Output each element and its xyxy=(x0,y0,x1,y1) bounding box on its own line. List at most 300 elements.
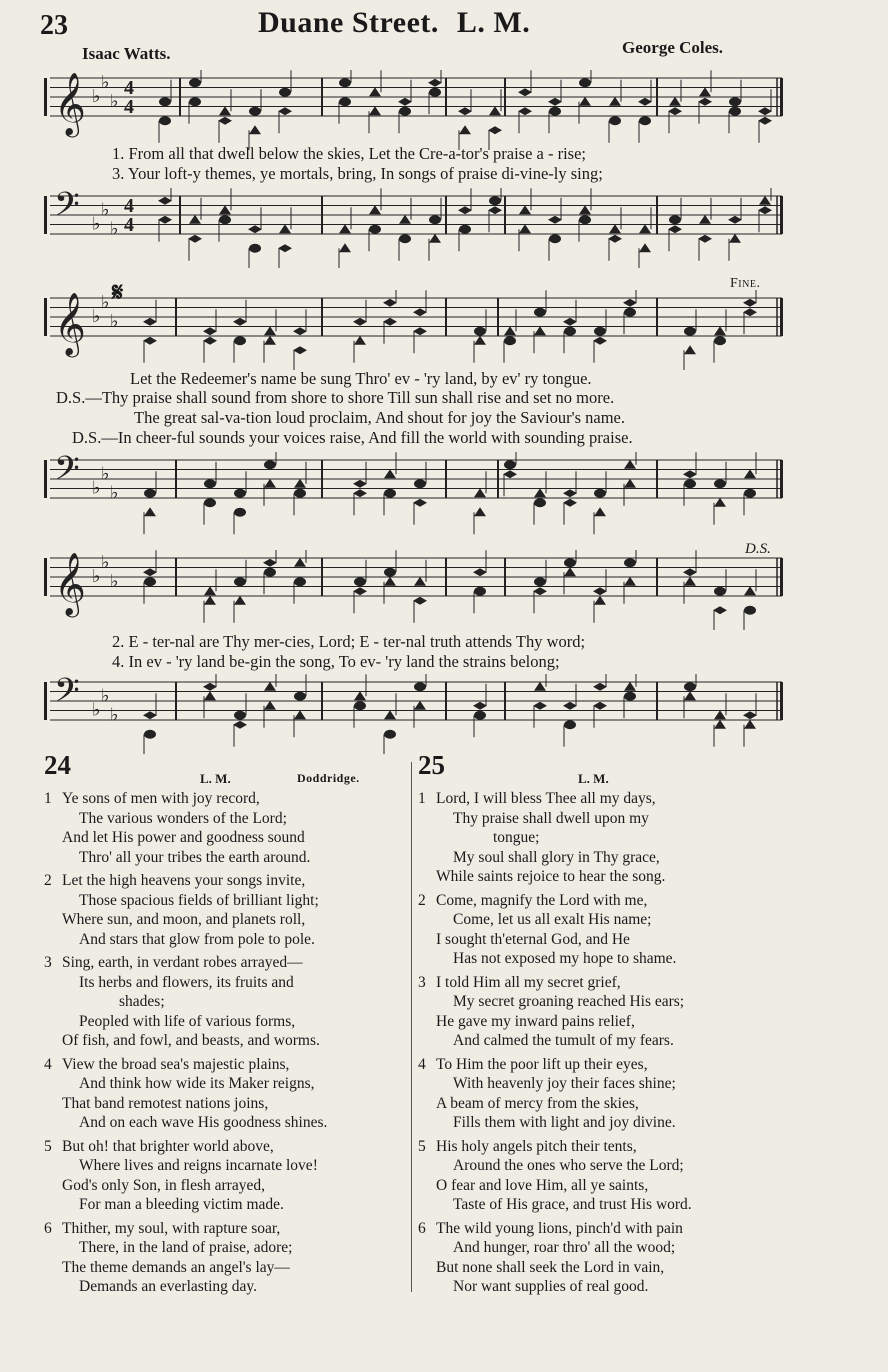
system2-bass-staff xyxy=(0,452,888,542)
note-head xyxy=(758,206,772,214)
note-head xyxy=(518,107,532,115)
stanza-line xyxy=(44,1238,406,1258)
lyric-line: 1. From all that dwell below the skies, Let the Cre-a-tor's praise a - rise; xyxy=(112,144,587,163)
stanza xyxy=(418,1055,790,1133)
note-head xyxy=(354,577,366,586)
note-head xyxy=(458,107,472,115)
note-head xyxy=(398,98,412,106)
note-head xyxy=(414,577,426,586)
note-head xyxy=(744,489,756,498)
note-head xyxy=(534,326,546,335)
note-head xyxy=(729,107,741,116)
hymn-title xyxy=(258,6,530,40)
line-text: Let the high heavens your songs invite, xyxy=(62,872,306,889)
verse-number: 1 xyxy=(44,790,52,807)
note-head xyxy=(294,692,306,701)
line-text: His holy angels pitch their tents, xyxy=(436,1137,637,1155)
note-head xyxy=(519,224,531,233)
stanza-line xyxy=(418,1113,790,1133)
stanza-line xyxy=(44,1195,406,1215)
note-head xyxy=(144,730,156,739)
note-head xyxy=(698,98,712,106)
line-text: And let His power and goodness sound xyxy=(62,829,305,846)
note-head xyxy=(204,596,216,605)
hymn-number: 25 xyxy=(418,750,445,780)
note-head xyxy=(548,216,562,224)
note-head xyxy=(294,479,306,488)
stanza-line xyxy=(44,1012,406,1032)
stanza-line xyxy=(44,1156,406,1176)
note-head xyxy=(143,337,157,345)
verse-number: 3 xyxy=(418,973,426,991)
flat-icon: ♭ xyxy=(110,704,119,726)
note-head xyxy=(249,107,261,116)
note-head xyxy=(264,479,276,488)
note-head xyxy=(488,206,502,214)
lyric-line: Let the Redeemer's name be sung Thro' ev - 'ry land, by ev' ry tongue. xyxy=(130,369,592,388)
hymn-title-name: Duane Street. xyxy=(258,6,439,39)
note-head xyxy=(714,479,726,488)
stanza-line xyxy=(418,848,790,868)
system-bracket xyxy=(44,196,47,234)
note-head xyxy=(714,326,726,335)
note-head xyxy=(579,215,591,224)
note-head xyxy=(714,498,726,507)
note-head xyxy=(533,587,547,595)
note-head xyxy=(474,711,486,720)
note-head xyxy=(399,107,411,116)
system2-treble-staff xyxy=(0,290,888,370)
stanza-line xyxy=(418,809,790,829)
stanza-line xyxy=(418,973,790,993)
note-head xyxy=(489,196,501,205)
note-head xyxy=(413,308,427,316)
hymn-meter: L. M. xyxy=(200,771,231,786)
system-bracket xyxy=(44,460,47,498)
note-head xyxy=(474,336,486,345)
note-head xyxy=(413,499,427,507)
note-head xyxy=(278,244,292,252)
stanza-line xyxy=(44,1113,406,1133)
stanza-line xyxy=(418,992,790,1012)
hymn-stanzas xyxy=(44,789,406,1297)
line-text: Come, magnify the Lord with me, xyxy=(436,891,648,909)
time-signature: 4 xyxy=(124,96,134,119)
note-head xyxy=(758,107,772,115)
note-head xyxy=(623,299,637,307)
line-text: tongue; xyxy=(493,829,540,846)
stanza xyxy=(44,1055,406,1133)
note-head xyxy=(728,216,742,224)
flat-icon: ♭ xyxy=(101,71,110,93)
note-head xyxy=(714,336,726,345)
note-head xyxy=(684,682,696,691)
note-head xyxy=(549,234,561,243)
note-head xyxy=(474,327,486,336)
hymn-25 xyxy=(418,750,790,1301)
note-head xyxy=(744,606,756,615)
note-head xyxy=(429,234,441,243)
note-head xyxy=(459,225,471,234)
stanza xyxy=(418,891,790,969)
note-head xyxy=(144,489,156,498)
flat-icon: ♭ xyxy=(101,551,110,573)
note-head xyxy=(758,117,772,125)
note-head xyxy=(429,215,441,224)
note-head xyxy=(339,243,351,252)
line-text: Demands an everlasting day. xyxy=(79,1278,258,1295)
lyric-line: 2. E - ter-nal are Thy mer-cies, Lord; E - ter-nal truth attends Thy word; xyxy=(112,632,586,651)
stanza-line xyxy=(418,949,790,969)
note-head xyxy=(609,116,621,125)
note-head xyxy=(638,98,652,106)
stanza-line xyxy=(44,891,406,911)
note-head xyxy=(234,489,246,498)
note-head xyxy=(204,691,216,700)
note-head xyxy=(624,460,636,469)
line-text: My soul shall glory in Thy grace, xyxy=(453,848,660,866)
note-head xyxy=(234,336,246,345)
time-signature: 4 xyxy=(124,195,134,218)
note-head xyxy=(624,692,636,701)
hymn-meter: L. M. xyxy=(456,6,531,39)
note-head xyxy=(534,308,546,317)
note-head xyxy=(383,299,397,307)
system3-treble-staff xyxy=(0,550,888,630)
flat-icon: ♭ xyxy=(101,291,110,313)
note-head xyxy=(204,498,216,507)
note-head xyxy=(639,243,651,252)
stanza-line xyxy=(44,1031,406,1051)
stanza-line xyxy=(44,1258,406,1278)
note-head xyxy=(234,596,246,605)
stanza-line xyxy=(44,953,406,973)
note-head xyxy=(384,730,396,739)
note-head xyxy=(504,326,516,335)
line-text: Has not exposed my hope to shame. xyxy=(453,950,677,967)
stanza-line xyxy=(418,1012,790,1032)
page-number: 23 xyxy=(40,10,68,41)
note-head xyxy=(458,206,472,214)
note-head xyxy=(159,97,171,106)
line-text: Of fish, and fowl, and beasts, and worms. xyxy=(62,1032,320,1049)
note-head xyxy=(594,327,606,336)
note-head xyxy=(699,87,711,96)
note-head xyxy=(429,88,441,97)
hymn-stanzas xyxy=(418,789,790,1297)
line-text: Peopled with life of various forms, xyxy=(79,1012,296,1030)
note-head xyxy=(234,508,246,517)
note-head xyxy=(203,327,217,335)
ds-marking: D.S. xyxy=(745,541,771,557)
note-head xyxy=(144,507,156,516)
line-text: While saints rejoice to hear the song. xyxy=(436,868,666,885)
stanza xyxy=(418,1219,790,1297)
final-bar xyxy=(780,196,783,234)
stanza-line xyxy=(44,1176,406,1196)
verse-number: 6 xyxy=(418,1219,426,1237)
note-head xyxy=(293,327,307,335)
line-text: Thro' all your tribes the earth around. xyxy=(79,848,311,866)
system1-treble-staff xyxy=(0,70,888,150)
flat-icon: ♭ xyxy=(101,685,110,707)
lyric-line: The great sal-va-tion loud proclaim, And shout for joy the Saviour's name. xyxy=(134,408,625,427)
stanza-line xyxy=(44,848,406,868)
stanza-line xyxy=(418,1055,790,1075)
note-head xyxy=(428,79,442,87)
stanza xyxy=(44,953,406,1051)
note-head xyxy=(504,460,516,469)
note-head xyxy=(579,205,591,214)
lyric-line: 3. Your loft-y themes, ye mortals, bring, In songs of praise di-vine-ly sing; xyxy=(112,164,603,183)
flat-icon: ♭ xyxy=(110,90,119,112)
note-head xyxy=(249,125,261,134)
verse-number: 4 xyxy=(44,1055,52,1073)
note-head xyxy=(383,318,397,326)
treble-clef-icon: 𝄞 xyxy=(54,292,86,355)
note-head xyxy=(714,587,726,596)
line-text: I told Him all my secret grief, xyxy=(436,973,621,991)
stanza xyxy=(418,1137,790,1215)
stanza-line xyxy=(418,1074,790,1094)
hymn-meter: L. M. xyxy=(578,771,609,786)
flat-icon: ♭ xyxy=(92,306,101,327)
note-head xyxy=(683,568,697,576)
note-head xyxy=(579,97,591,106)
flat-icon: ♭ xyxy=(92,477,101,499)
system3-bass-staff xyxy=(0,674,888,754)
line-text: And on each wave His goodness shines. xyxy=(79,1114,328,1131)
treble-clef-icon: 𝄞 xyxy=(54,72,86,135)
line-text: There, in the land of praise, adore; xyxy=(79,1239,293,1256)
final-bar xyxy=(780,558,783,596)
stanza-line xyxy=(418,1238,790,1258)
note-head xyxy=(594,489,606,498)
note-head xyxy=(669,215,681,224)
line-text: Thy praise shall dwell upon my xyxy=(453,809,649,827)
note-head xyxy=(624,308,636,317)
note-head xyxy=(233,721,247,729)
flat-icon: ♭ xyxy=(92,86,101,107)
note-head xyxy=(743,299,757,307)
note-head xyxy=(219,205,231,214)
line-text: And hunger, roar thro' all the wood; xyxy=(453,1239,676,1256)
line-text: I sought th'eternal God, and He xyxy=(436,930,630,948)
stanza-line xyxy=(418,1156,790,1176)
stanza xyxy=(44,871,406,949)
note-head xyxy=(143,318,157,326)
note-head xyxy=(158,216,172,224)
verse-number: 3 xyxy=(44,954,52,971)
note-head xyxy=(534,498,546,507)
note-head xyxy=(594,507,606,516)
lyric-line: D.S.—Thy praise shall sound from shore to shore Till sun shall rise and set no more. xyxy=(56,388,615,407)
flat-icon: ♭ xyxy=(110,218,119,240)
note-head xyxy=(474,507,486,516)
note-head xyxy=(264,682,276,691)
system-bracket xyxy=(44,78,47,116)
flat-icon: ♭ xyxy=(110,310,119,332)
stanza xyxy=(44,1219,406,1297)
stanza-line xyxy=(44,1137,406,1157)
note-head xyxy=(489,106,501,115)
note-head xyxy=(563,499,577,507)
line-text: And calmed the tumult of my fears. xyxy=(453,1032,674,1049)
note-head xyxy=(218,117,232,125)
stanza-line xyxy=(44,789,406,809)
note-head xyxy=(159,116,171,125)
line-text: To Him the poor lift up their eyes, xyxy=(436,1055,648,1073)
note-head xyxy=(744,469,756,478)
stanza-line xyxy=(44,1277,406,1297)
note-head xyxy=(549,107,561,116)
note-head xyxy=(473,702,487,710)
note-head xyxy=(158,197,172,205)
stanza-line xyxy=(44,809,406,829)
music-credit: George Coles. xyxy=(622,38,724,57)
line-text: Nor want supplies of real good. xyxy=(453,1278,649,1295)
stanza xyxy=(418,789,790,887)
final-bar xyxy=(780,298,783,336)
note-head xyxy=(143,711,157,719)
note-head xyxy=(533,702,547,710)
note-head xyxy=(563,489,577,497)
note-head xyxy=(519,205,531,214)
hymn-24 xyxy=(44,750,406,1301)
note-head xyxy=(534,577,546,586)
line-text: And think how wide its Maker reigns, xyxy=(79,1075,315,1092)
stanza-line xyxy=(418,789,790,809)
note-head xyxy=(264,336,276,345)
lyric-line: D.S.—In cheer-ful sounds your voices raise, And fill the world with sounding praise. xyxy=(72,428,633,447)
note-head xyxy=(339,78,351,87)
flat-icon: ♭ xyxy=(101,463,110,485)
line-text: And stars that glow from pole to pole. xyxy=(79,930,315,948)
note-head xyxy=(204,586,216,595)
flat-icon: ♭ xyxy=(92,566,101,587)
note-head xyxy=(744,586,756,595)
stanza-line xyxy=(418,1176,790,1196)
line-text: O fear and love Him, all ye saints, xyxy=(436,1176,649,1194)
note-head xyxy=(219,106,231,115)
note-head xyxy=(503,470,517,478)
note-head xyxy=(353,489,367,497)
note-head xyxy=(249,244,261,253)
line-text: Fills them with light and joy divine. xyxy=(453,1114,676,1131)
line-text: shades; xyxy=(119,993,165,1010)
verse-number: 1 xyxy=(418,790,426,807)
note-head xyxy=(413,327,427,335)
note-head xyxy=(593,587,607,595)
line-text: Lord, I will bless Thee all my days, xyxy=(436,790,656,807)
line-text: Where lives and reigns incarnate love! xyxy=(79,1157,318,1174)
note-head xyxy=(294,577,306,586)
note-head xyxy=(264,568,276,577)
note-head xyxy=(263,559,277,567)
stanza-line xyxy=(418,1219,790,1239)
stanza xyxy=(44,1137,406,1215)
final-bar xyxy=(780,682,783,720)
note-head xyxy=(564,327,576,336)
note-head xyxy=(714,720,726,729)
flat-icon: ♭ xyxy=(92,213,101,235)
note-head xyxy=(294,489,306,498)
line-text: For man a bleeding victim made. xyxy=(79,1196,284,1213)
line-text: That band remotest nations joins, xyxy=(62,1094,269,1112)
note-head xyxy=(399,215,411,224)
note-head xyxy=(293,346,307,354)
note-head xyxy=(564,720,576,729)
note-head xyxy=(189,97,201,106)
note-head xyxy=(384,710,396,719)
note-head xyxy=(279,224,291,233)
note-head xyxy=(203,683,217,691)
note-head xyxy=(624,479,636,488)
note-head xyxy=(684,327,696,336)
note-head xyxy=(473,568,487,576)
note-head xyxy=(714,710,726,719)
system1-bass-staff xyxy=(0,188,888,268)
note-head xyxy=(248,225,262,233)
note-head xyxy=(339,224,351,233)
verse-number: 2 xyxy=(418,891,426,909)
stanza-line xyxy=(418,1277,790,1297)
note-head xyxy=(698,235,712,243)
note-head xyxy=(384,469,396,478)
line-text: Come, let us all exalt His name; xyxy=(453,911,652,928)
note-head xyxy=(593,702,607,710)
note-head xyxy=(369,225,381,234)
note-head xyxy=(563,702,577,710)
line-text: But none shall seek the Lord in vain, xyxy=(436,1258,665,1276)
note-head xyxy=(684,345,696,354)
stanza-line xyxy=(418,930,790,950)
note-head xyxy=(204,479,216,488)
line-text: With heavenly joy their faces shine; xyxy=(453,1075,676,1092)
note-head xyxy=(699,215,711,224)
hymn-number: 24 xyxy=(44,750,71,780)
verse-number: 6 xyxy=(44,1219,52,1237)
stanza-line xyxy=(44,930,406,950)
note-head xyxy=(264,701,276,710)
line-text: He gave my inward pains relief, xyxy=(436,1012,635,1030)
note-head xyxy=(234,577,246,586)
line-text: Those spacious fields of brilliant light; xyxy=(79,891,319,909)
note-head xyxy=(713,606,727,614)
system-bracket xyxy=(44,558,47,596)
stanza-line xyxy=(44,910,406,930)
note-head xyxy=(233,318,247,326)
stanza xyxy=(418,973,790,1051)
line-text: Around the ones who serve the Lord; xyxy=(453,1157,684,1174)
note-head xyxy=(504,336,516,345)
stanza-line xyxy=(44,871,406,891)
note-head xyxy=(683,470,697,478)
note-head xyxy=(564,558,576,567)
stanza-line xyxy=(44,973,406,993)
note-head xyxy=(369,106,381,115)
line-text: Its herbs and flowers, its fruits and xyxy=(79,973,294,991)
note-head xyxy=(188,235,202,243)
column-divider xyxy=(411,762,412,1292)
note-head xyxy=(413,597,427,605)
note-head xyxy=(759,196,771,205)
bass-clef-icon: 𝄢 xyxy=(54,674,80,718)
note-head xyxy=(414,479,426,488)
note-head xyxy=(744,720,756,729)
stanza xyxy=(44,789,406,867)
note-head xyxy=(534,682,546,691)
